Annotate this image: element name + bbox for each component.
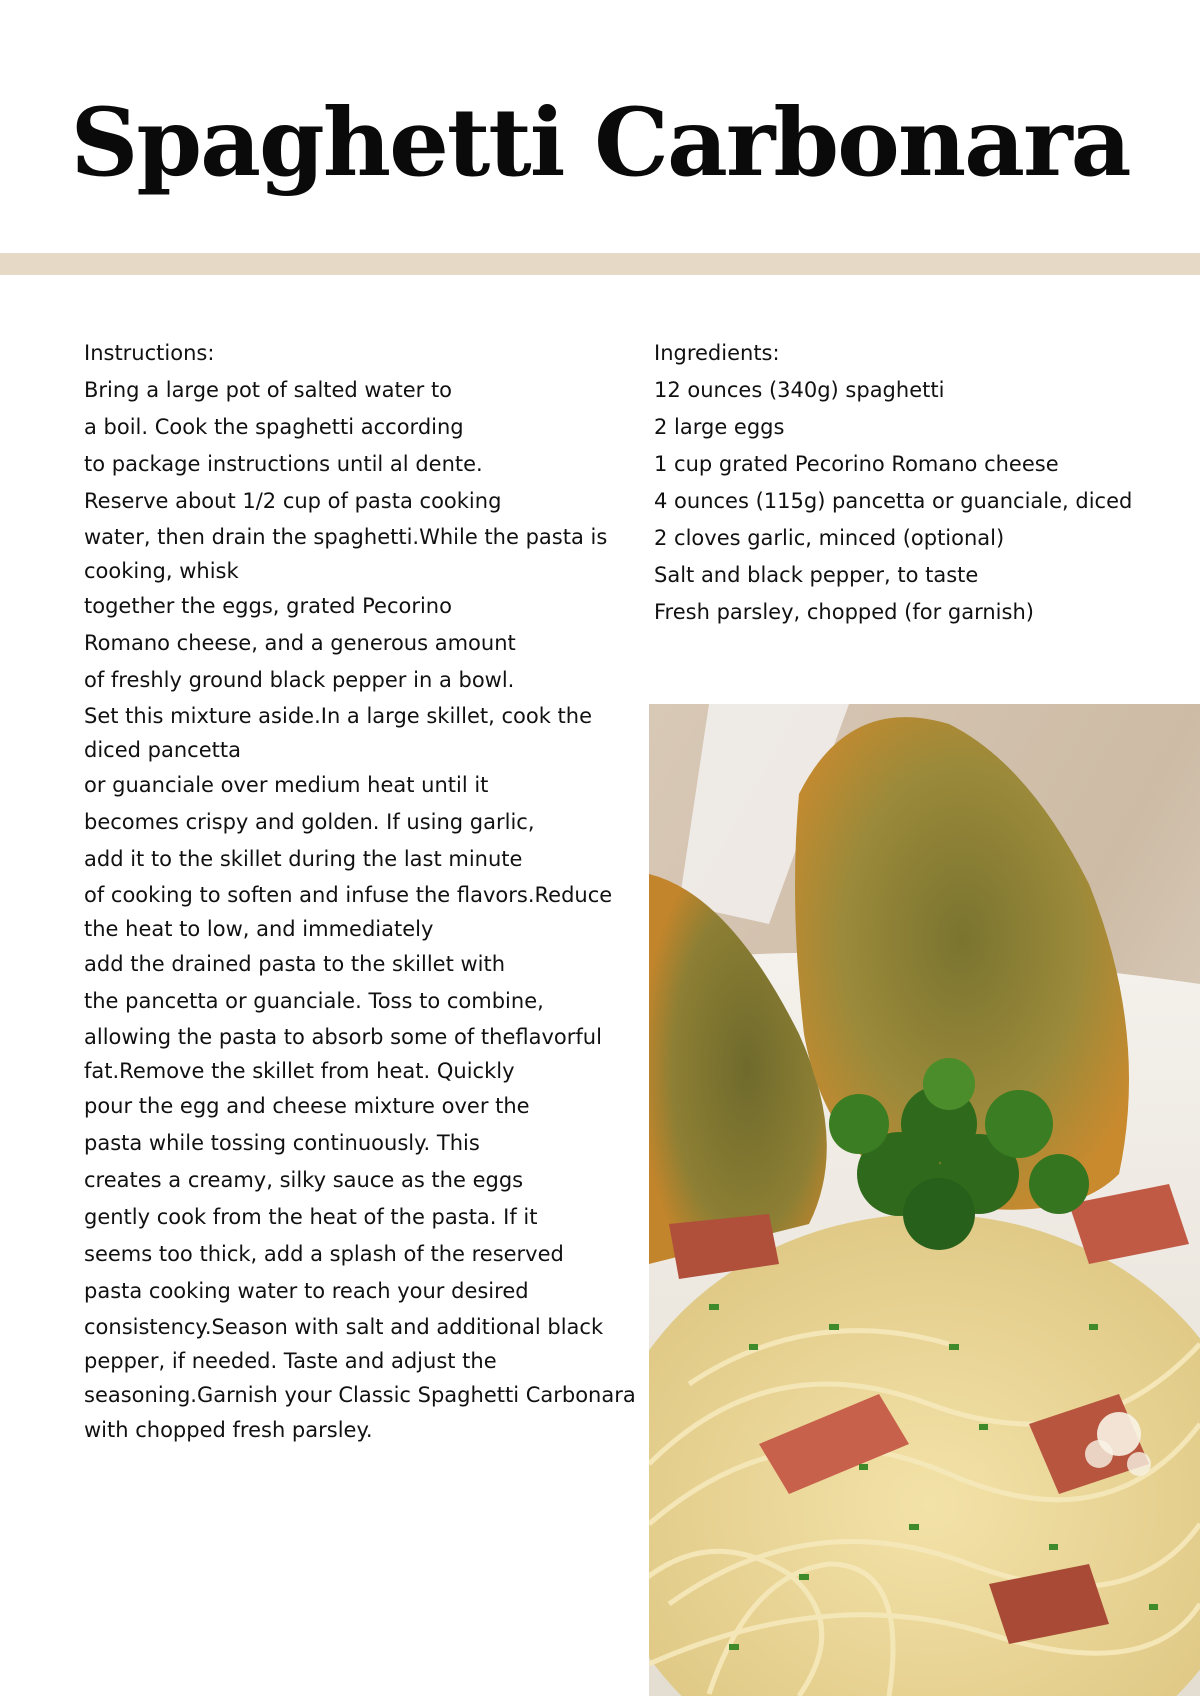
instructions-section [84, 335, 640, 1449]
instruction-line: add it to the skillet during the last minute [84, 847, 523, 871]
instruction-line: or guanciale over medium heat until it [84, 773, 489, 797]
ingredients-section [654, 335, 1194, 631]
ingredient-item: 2 large eggs [654, 415, 785, 439]
instruction-line: with chopped fresh parsley. [84, 1418, 373, 1442]
instruction-line: allowing the pasta to absorb some of theflavorful fat.Remove the skillet from heat. Quickly [84, 1025, 602, 1083]
instruction-line: of freshly ground black pepper in a bowl. [84, 668, 515, 692]
instruction-line: becomes crispy and golden. If using garlic, [84, 810, 535, 834]
instruction-line: consistency.Season with salt and additional black pepper, if needed. Taste and adjust the [84, 1315, 604, 1373]
carbonara-photo [649, 704, 1200, 1696]
instruction-line: together the eggs, grated Pecorino [84, 594, 452, 618]
ingredient-item: 1 cup grated Pecorino Romano cheese [654, 452, 1059, 476]
instruction-line: Bring a large pot of salted water to [84, 378, 453, 402]
instruction-line: add the drained pasta to the skillet with [84, 952, 506, 976]
instruction-line: seasoning.Garnish your Classic Spaghetti Carbonara [84, 1383, 636, 1407]
instruction-line: pasta cooking water to reach your desired [84, 1279, 529, 1303]
instruction-line: water, then drain the spaghetti.While the pasta is cooking, whisk [84, 525, 608, 583]
instruction-line: Reserve about 1/2 cup of pasta cooking [84, 489, 502, 513]
instructions-heading: Instructions: [84, 341, 215, 365]
ingredient-item: 4 ounces (115g) pancetta or guanciale, diced [654, 489, 1133, 513]
instruction-line: seems too thick, add a splash of the reserved [84, 1242, 564, 1266]
ingredient-item: Salt and black pepper, to taste [654, 563, 979, 587]
instruction-line: of cooking to soften and infuse the flavors.Reduce the heat to low, and immediately [84, 883, 613, 941]
divider-band [0, 253, 1200, 275]
instruction-line: the pancetta or guanciale. Toss to combine, [84, 989, 544, 1013]
ingredient-item: Fresh parsley, chopped (for garnish) [654, 600, 1034, 624]
instruction-line: gently cook from the heat of the pasta. If it [84, 1205, 538, 1229]
ingredient-item: 2 cloves garlic, minced (optional) [654, 526, 1005, 550]
ingredients-heading: Ingredients: [654, 341, 780, 365]
instruction-line: Romano cheese, and a generous amount [84, 631, 516, 655]
instruction-line: Set this mixture aside.In a large skillet, cook the diced pancetta [84, 704, 593, 762]
instruction-line: pasta while tossing continuously. This [84, 1131, 480, 1155]
carbonara-illustration [649, 704, 1200, 1696]
instruction-line: creates a creamy, silky sauce as the eggs [84, 1168, 524, 1192]
instruction-line: to package instructions until al dente. [84, 452, 483, 476]
instruction-line: pour the egg and cheese mixture over the [84, 1094, 530, 1118]
ingredient-item: 12 ounces (340g) spaghetti [654, 378, 945, 402]
recipe-title: Spaghetti Carbonara [70, 88, 1130, 198]
instruction-line: a boil. Cook the spaghetti according [84, 415, 464, 439]
